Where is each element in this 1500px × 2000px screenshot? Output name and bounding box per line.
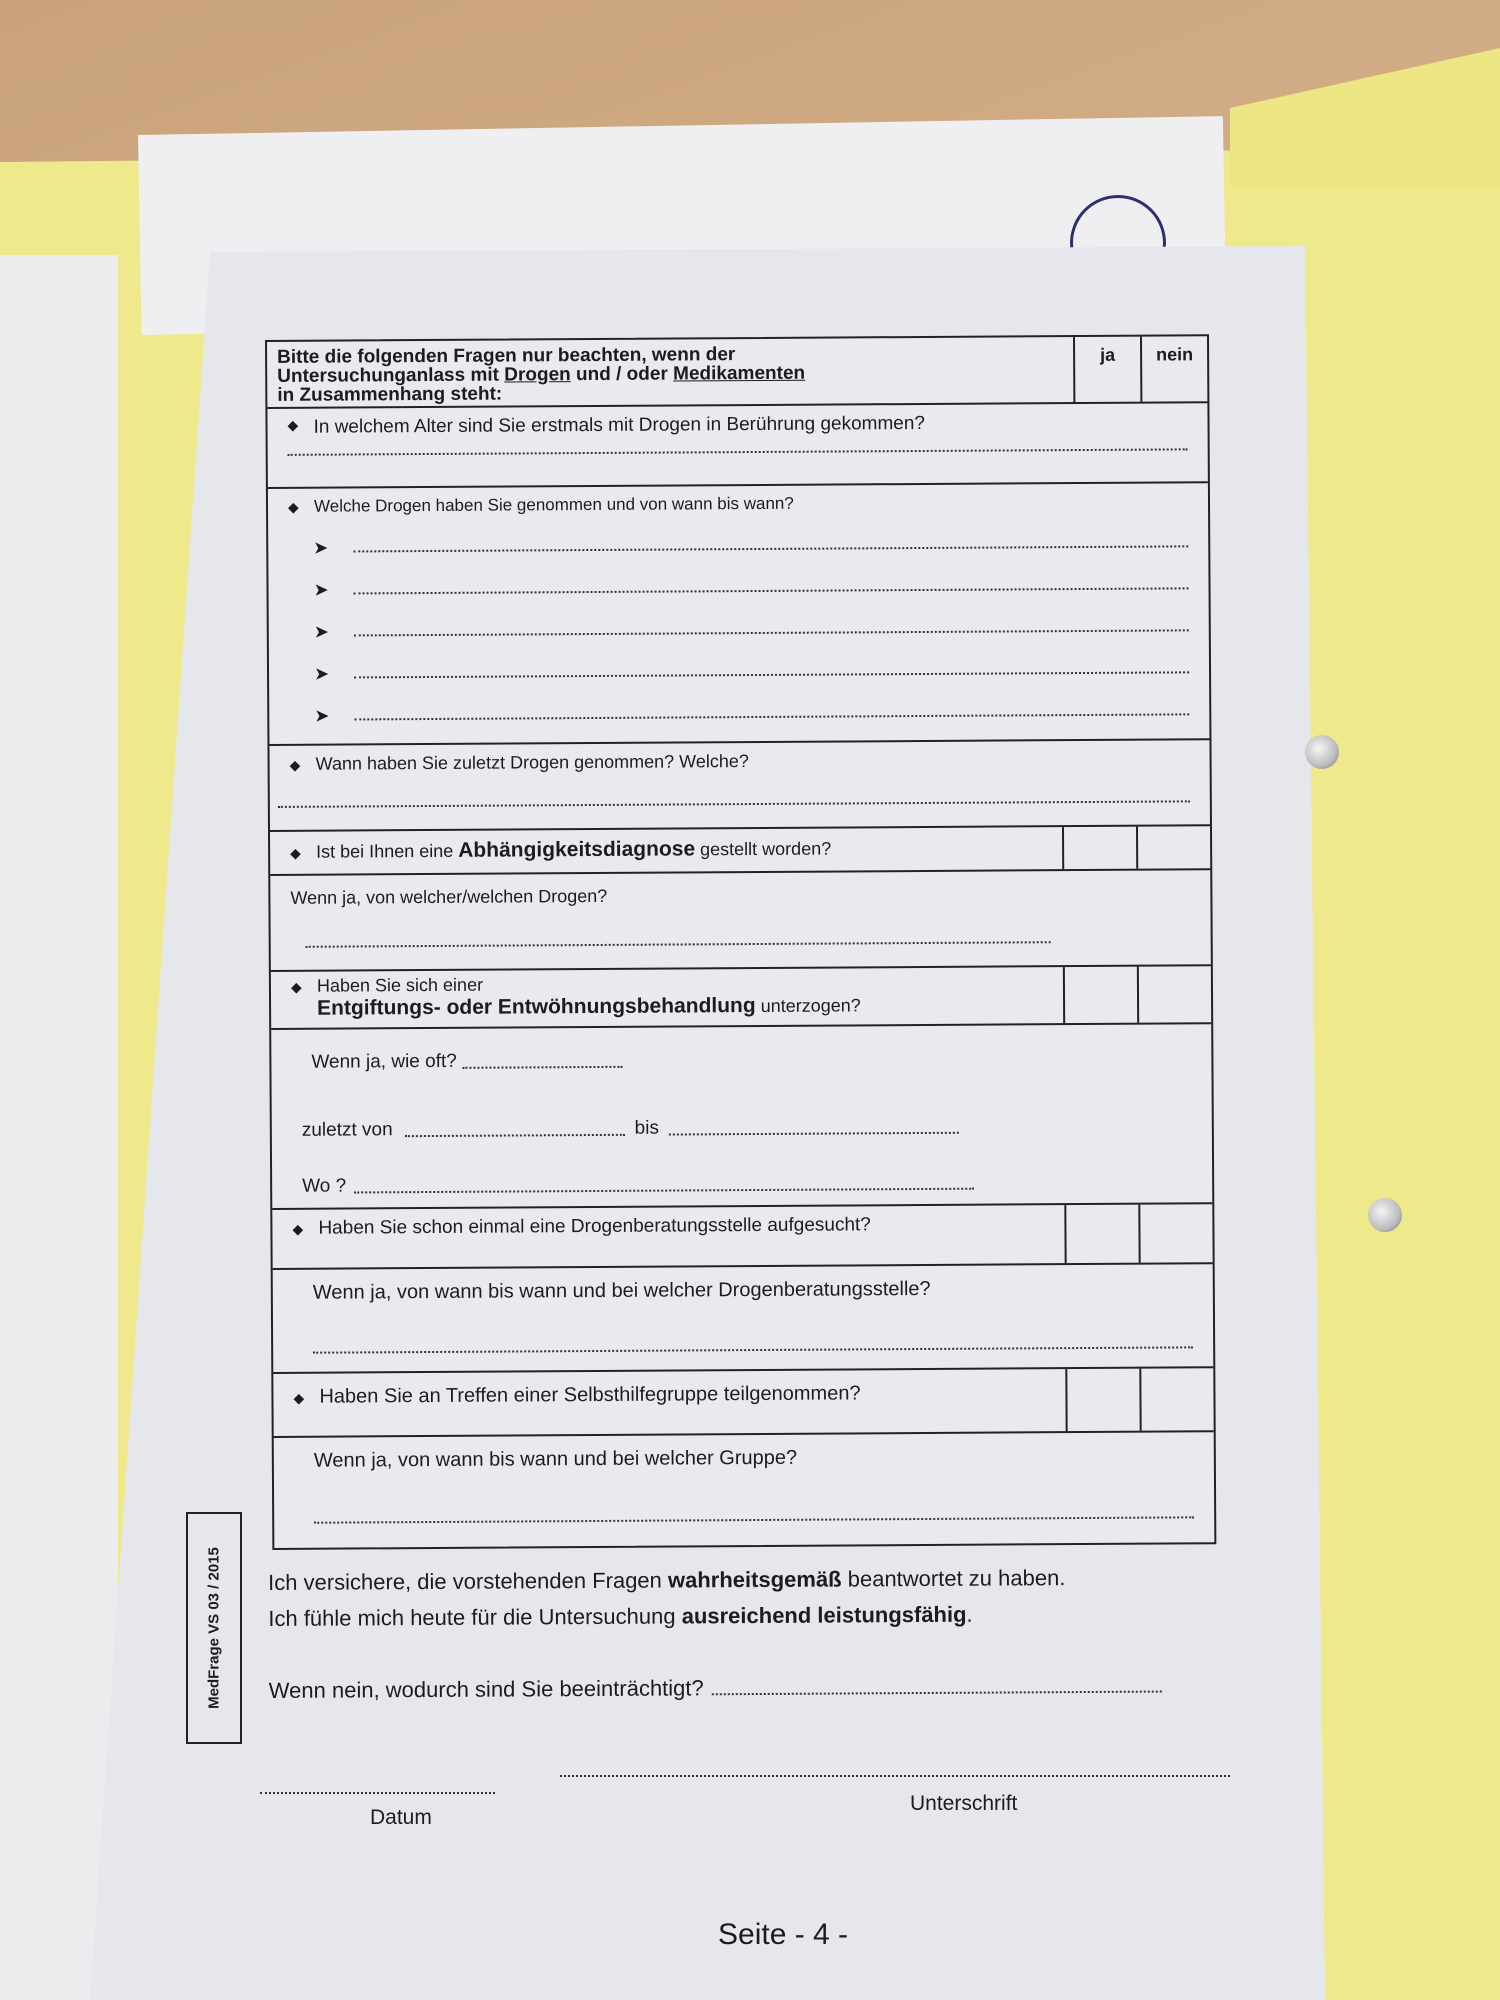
checkbox-no[interactable] <box>1137 966 1211 1022</box>
question-text: Welche Drogen haben Sie genommen und von wann bis wann? <box>313 493 794 516</box>
header-text: und / oder <box>570 363 674 386</box>
diamond-bullet-icon: ◆ <box>290 978 302 995</box>
arrowhead-icon: ➤ <box>313 621 329 642</box>
subquestion-detox-details <box>271 1024 1212 1210</box>
diamond-bullet-icon: ◆ <box>287 416 299 433</box>
declaration <box>268 1562 1219 1704</box>
answer-line[interactable] <box>278 799 1190 808</box>
declaration-text: beantwortet zu haben. <box>841 1565 1066 1592</box>
question-text: Haben Sie schon einmal eine Drogenberatungsstelle aufgesucht? <box>318 1214 871 1239</box>
column-no: nein <box>1140 336 1207 401</box>
form-code-text: MedFrage VS 03 / 2015 <box>205 1547 223 1709</box>
question-dependency-diagnosis <box>270 826 1210 876</box>
field-label: zuletzt von <box>301 1119 393 1141</box>
header-underline-medikamenten: Medikamenten <box>673 362 806 385</box>
signature-area <box>260 1770 1240 1830</box>
question-text: unterzogen? <box>755 995 861 1017</box>
checkbox-yes[interactable] <box>1063 967 1137 1023</box>
column-yes: ja <box>1073 337 1140 402</box>
folder-flap <box>1230 48 1500 188</box>
question-drugs-taken <box>268 483 1210 746</box>
checkbox-no[interactable] <box>1139 1368 1213 1430</box>
punch-hole <box>1368 1198 1402 1232</box>
question-text: Haben Sie sich einer <box>316 974 484 996</box>
question-bold-text: Entgiftungs- oder Entwöhnungsbehandlung <box>317 994 756 1020</box>
subquestion-text: Wenn ja, von wann bis wann und bei welcher Gruppe? <box>313 1446 798 1472</box>
subquestion-which-drugs <box>270 870 1211 972</box>
answer-line-item[interactable] <box>268 511 1208 559</box>
subquestion-text: Wenn ja, von wann bis wann und bei welcher Drogenberatungsstelle? <box>312 1277 931 1304</box>
header-line-3: in Zusammenhang steht: <box>277 383 503 406</box>
header-line-1: Bitte die folgenden Fragen nur beachten, wenn der <box>277 344 736 368</box>
date-label: Datum <box>370 1806 432 1829</box>
question-bold-text: Abhängigkeitsdiagnose <box>458 837 696 862</box>
arrowhead-icon: ➤ <box>313 537 329 558</box>
field-label: Wenn ja, wie oft? <box>311 1050 457 1073</box>
declaration-truthful <box>268 1562 1218 1598</box>
questionnaire-table <box>265 334 1216 1550</box>
arrowhead-icon: ➤ <box>313 579 329 600</box>
answer-line-item[interactable] <box>269 637 1209 685</box>
subquestion-counseling-details <box>273 1264 1214 1374</box>
checkbox-yes[interactable] <box>1064 1205 1138 1263</box>
diamond-bullet-icon: ◆ <box>292 1220 304 1237</box>
answer-line[interactable] <box>314 1515 1194 1523</box>
field-label: Wo ? <box>302 1175 347 1197</box>
answer-line-item[interactable] <box>269 595 1209 643</box>
date-range-field[interactable] <box>271 1068 1211 1142</box>
table-header <box>267 336 1207 409</box>
declaration-fit <box>268 1598 1218 1634</box>
form-code-label <box>186 1512 242 1744</box>
diamond-bullet-icon: ◆ <box>287 498 299 515</box>
arrowhead-icon: ➤ <box>314 705 330 726</box>
question-self-help-group <box>273 1368 1213 1438</box>
underlying-sheet-left <box>0 255 118 2000</box>
question-counseling-center <box>272 1204 1212 1270</box>
punch-hole <box>1305 735 1339 769</box>
question-text: In welchem Alter sind Sie erstmals mit Drogen in Berührung gekommen? <box>313 412 926 438</box>
signature-line[interactable] <box>560 1775 1230 1777</box>
answer-line[interactable] <box>288 447 1188 455</box>
field-label: bis <box>634 1117 660 1139</box>
checkbox-yes[interactable] <box>1062 827 1136 869</box>
signature-label: Unterschrift <box>910 1792 1018 1815</box>
checkbox-no[interactable] <box>1136 826 1210 868</box>
page-number: Seite - 4 - <box>718 1918 849 1951</box>
checkbox-no[interactable] <box>1138 1204 1212 1262</box>
answer-line-item[interactable] <box>269 679 1209 727</box>
question-detox-treatment <box>271 966 1211 1030</box>
impairment-label: Wenn nein, wodurch sind Sie beeinträchtigt? <box>268 1675 704 1703</box>
declaration-text: Ich fühle mich heute für die Untersuchung <box>268 1603 682 1631</box>
answer-line[interactable] <box>306 940 1051 948</box>
answer-line-item[interactable] <box>268 553 1208 601</box>
diamond-bullet-icon: ◆ <box>293 1389 305 1406</box>
declaration-text: . <box>966 1601 973 1627</box>
declaration-bold: ausreichend leistungsfähig <box>681 1601 967 1629</box>
header-text: Untersuchunganlass mit <box>277 364 505 387</box>
diamond-bullet-icon: ◆ <box>289 756 301 773</box>
question-text: Haben Sie an Treffen einer Selbsthilfegruppe teilgenommen? <box>319 1382 861 1408</box>
arrowhead-icon: ➤ <box>313 663 330 684</box>
header-instruction <box>267 337 1073 407</box>
question-text: Ist bei Ihnen eine <box>316 840 459 862</box>
question-text: Wann haben Sie zuletzt Drogen genommen? Welche? <box>315 751 749 774</box>
header-underline-drogen: Drogen <box>504 364 571 386</box>
subquestion-text: Wenn ja, von welcher/welchen Drogen? <box>290 885 608 908</box>
diamond-bullet-icon: ◆ <box>290 844 301 861</box>
question-last-drug-use <box>269 740 1210 832</box>
subquestion-group-details <box>274 1432 1215 1548</box>
where-field[interactable] <box>272 1136 1212 1198</box>
answer-line[interactable] <box>313 1345 1193 1353</box>
date-line[interactable] <box>260 1792 495 1794</box>
declaration-bold: wahrheitsgemäß <box>667 1566 842 1593</box>
question-text: gestellt worden? <box>695 838 832 860</box>
question-first-contact-age <box>267 403 1207 489</box>
how-often-field[interactable] <box>271 1024 1211 1074</box>
checkbox-yes[interactable] <box>1065 1369 1139 1431</box>
declaration-text: Ich versichere, die vorstehenden Fragen <box>268 1567 669 1595</box>
